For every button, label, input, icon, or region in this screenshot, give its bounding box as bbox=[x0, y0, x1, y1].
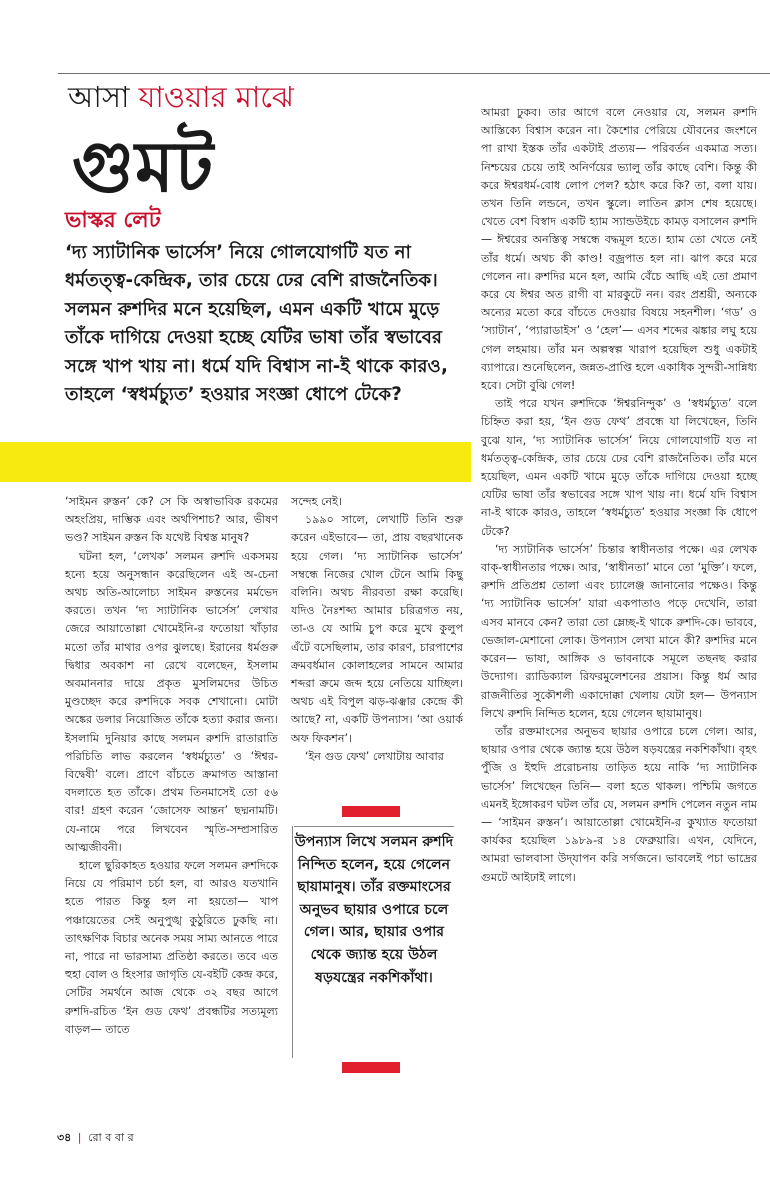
pullquote-top-bar bbox=[342, 806, 400, 817]
top-rule bbox=[58, 73, 770, 74]
pullquote-bottom-bar bbox=[342, 1062, 400, 1073]
byline: ভাস্কর লেট bbox=[65, 208, 161, 233]
paragraph: ‘দ্য স্যাটানিক ভার্সেস’ চিন্তার স্বাধীনতার পক্ষে। এর লেখক বাক্-স্বাধীনতার পক্ষে। আর, ‘স্বাধীনতা’ মানে তো ‘মুক্তি’। ফলে, রুশদি প্রতিপ্রশ্ন তোলা এবং চ্যালেঞ্জ জানানোর পক্ষেও। কিন্তু ‘দ্য স্যাটানিক ভার্সেস’ যারা একপাতাও পড়ে দেখেনি, তারা এসব মানবে কেন? তারা তো ম্লেচ্ছ-ই থাকে রুশদি-কে। ভাববে, ভেজাল-মেশানো লোক। উপন্যাস লেখা মানে কী? রুশদির মনে করেন— ভাষা, আঙ্গিক ও ভাবনাকে সমূলে তছনছ করার উদ্যোগ। র‍্যাডিক্যাল রিফরমুলেশনের প্রয়াস। কিন্তু ধর্ম আর রাজনীতির সুকৌশলী একাদোক্কা খেলায় যেটা হল— উপন্যাস লিখে রুশদি নিন্দিত হলেন, হয়ে গেলেন ছায়ামানুষ। bbox=[481, 542, 757, 720]
magazine-name: রো ব বা র bbox=[88, 1131, 134, 1144]
paragraph: আমরা ঢুকব। তার আগে বলে নেওয়ার যে, সলমন রুশদি আস্তিক্যে বিশ্বাস করেন না। কৈশোর পেরিয়ে যৌবনের জংশনে পা রাখা ইস্তক তাঁর একটাই প্রত্যয়— পরিবর্তন একমাত্র সত্য। নিশ্চয়ের চেয়ে তাই অনির্ণয়ের ভ্যালু তাঁর কাছে বেশি। কিন্তু কী করে ঈশ্বরধর্ম-বোধ লোপ পেল? হঠাৎ করে কি? তা, বলা যায়। তখন তিনি লন্ডনে, তখন স্কুলে। লাতিন ক্লাস শেষ হয়েছে। খেতে বেশ বিস্বাদ একটি হ্যাম স্যান্ডউইচে কামড় বসালেন রুশদি— ঈশ্বরের অনস্তিত্ব সম্বন্ধে বদ্ধমূল হতে। হ্যাম তো খেতে নেই তাঁর ধর্মে। অথচ কী কাণ্ড! বজ্রপাত হল না। ঝাপ করে মরে গেলেন না। রুশদির মনে হল, আমি বেঁচে আছি এই তো প্রমাণ করে যে ঈশ্বর অত রাগী বা মারকুটে নন। বরং প্রশ্রয়ী, অন্যকে অন্যের মতো করে বাঁচতে দেওয়ার বিষয়ে সহনশীল। ‘গড’ ও ‘স্যাটান’, ‘প্যারাডাইস’ ও ‘হেল’— এসব শব্দের ঝঙ্কার লঘু হয়ে গেল লহমায়। তাঁর মন অল্পস্বল্প খারাপ হয়েছিল শুধু একটাই ব্যাপারে। শুনেছিলেন, জন্নত-প্রাপ্তি হলে একাধিক সুন্দরী-সান্নিধ্য হবে। সেটা বুঝি গেল! bbox=[481, 106, 757, 393]
paragraph: তাঁর রক্তমাংসের অনুভব ছায়ার ওপারে চলে গেল। আর, ছায়ার ওপার থেকে জ্যান্ত হয়ে উঠল ষড়যন্ত্রের নকশিকাঁথা। বৃহৎ পুঁজি ও ইহুদি প্ররোচনায় তাড়িত হয়ে নাকি ‘দ্য স্যাটানিক ভার্সেস’ লিখেছেন তিনি— বলা হতে থাকল। পশ্চিমি জগতে এমনই ইঙ্গোকরণ ঘটল তাঁর যে, সলমন রুশদি পেলেন নতুন নাম— ‘সাইমন রুস্তন’। আয়াতোল্লা খোমেইনি-র কুখ্যাত ফতোয়া কার্যকর হয়েছিল ১৯৮৯-র ১৪ ফেব্রুয়ারি। এখন, যেদিনে, আমরা ভালবাসা উদ্‌যাপন করি সর্গজনে। ভাবলেই পচা ভাদ্রের গুমটে আইঢাই লাগে। bbox=[481, 724, 757, 884]
paragraph: ১৯৯০ সালে, লেখাটি তিনি শুরু করেন এইভাবে— তা, প্রায় বছরখানেক হয়ে গেল। ‘দ্য স্যাটানিক ভার্সেস’ সম্বন্ধে নিজের খোল টেনে আমি কিছু বলিনি। অথচ নীরবতা রক্ষা করেছি। যদিও নৈঃশব্দ্য আমার চরিত্রগত নয়, তা-ও যে আমি চুপ করে মুখে কুলুপ এঁটে বসেছিলাম, তার কারণ, চারপাশের ক্রমবর্ধমান কোলাহলের সামনে আমার শব্দরা ক্রমে জব্দ হয়ে নেতিয়ে যাচ্ছিল। অথচ এই বিপুল ঝড়-ঝঞ্ঝার কেন্দ্রে কী আছে? না, একটি উপন্যাস। ‘আ ওয়ার্ক অফ ফিকশন’। bbox=[291, 513, 463, 745]
section-tag bbox=[68, 76, 294, 118]
section-tag-part2: যাওয়ার মাঝে bbox=[138, 80, 294, 114]
column-right bbox=[481, 104, 757, 887]
section-tag-part1: আসা bbox=[68, 80, 130, 114]
paragraph: তাই পরে যখন রুশদিকে ‘ঈশ্বরনিন্দুক’ ও ‘স্বধর্মচ্যুত’ বলে চিহ্নিত করা হয়, ‘ইন গুড ফেথ’ প্রবন্ধে যা লিখেছেন, তিনি বুঝে যান, ‘দ্য স্যাটানিক ভার্সেস’ নিয়ে গোলযোগটি যত না ধর্মতত্ত্ব-কেন্দ্রিক, তার চেয়ে ঢের বেশি রাজনৈতিক। তাঁর মনে হয়েছিল, এমন একটি খামে মুড়ে তাঁকে দাগিয়ে দেওয়া হচ্ছে যেটির ভাষা তাঁর স্বভাবের সঙ্গে খাপ খায় না। ধর্মে যদি বিশ্বাস না-ই থাকে কারও, তাহলে ‘স্বধর্মচ্যুত’ হওয়ার সংজ্ঞা কি ধোপে টেকে? bbox=[481, 397, 757, 538]
yellow-band bbox=[0, 442, 471, 482]
paragraph: ‘ইন গুড ফেথ’ লেখাটায় আবার bbox=[305, 749, 444, 763]
column-middle bbox=[291, 493, 463, 766]
pullquote: উপন্যাস লিখে সলমন রুশদি নিন্দিত হলেন, হয়ে গেলেন ছায়ামানুষ। তাঁর রক্তমাংসের অনুভব ছায়ার ওপারে চলে গেল। আর, ছায়ার ওপার থেকে জ্যান্ত হয়ে উঠল ষড়যন্ত্রের নকশিকাঁথা। bbox=[294, 826, 454, 989]
paragraph: ‘সাইমন রুস্তন’ কে? সে কি অস্বাভাবিক রকমের অহংপ্রিয়, দাম্ভিক এবং অর্থপিশাচ? আর, ভীষণ ভণ্ড? সাইমন রুস্তন কি যথেষ্ট বিশ্বস্ত মানুষ? bbox=[65, 495, 278, 545]
footer-separator: | bbox=[77, 1131, 82, 1144]
column-left bbox=[65, 493, 278, 1039]
page-footer bbox=[57, 1131, 134, 1145]
paragraph: হালে ছুরিকাহত হওয়ার ফলে সলমন রুশদিকে নিয়ে যে পরিমাণ চর্চা হল, বা আরও যতখানি হতে পারত কিন্তু হল না হয়তো— খাপ পঞ্চায়েতের সেই অনুপুঙ্খ কুঠুরিতে ঢুকছি না। তাৎক্ষণিক বিচার অনেক সময় সাম্য আনতে পারে না, পারে না ভারসাম্য প্রতিষ্ঠা করতে। তবে এত হুহা বোল ও হিংসার জাগৃতি যে-বইটি কেন্দ্র করে, সেটির সমর্থনে আজ থেকে ৩২ বছর আগে রুশদি-রচিত ‘ইন গুড ফেথ’ প্রবন্ধটির সত্যমূল্য বাড়ল— তাতে bbox=[65, 859, 278, 1036]
paragraph: ঘটনা হল, ‘লেখক’ সলমন রুশদি একসময় হন্যে হয়ে অনুসন্ধান করেছিলেন এই অ-চেনা অথচ অতি-আলোচ্য সাইমন রুস্তনের মর্মভেদ করতে। তখন ‘দ্য স্যাটানিক ভার্সেস’ লেখার জেরে আয়াতোল্লা খোমেইনি-র ফতোয়া খাঁড়ার মতো তাঁর মাথার ওপর ঝুলছে। ইরানের ধর্মগুরু দ্বিধার অবকাশ না রেখে বলেছেন, ইসলাম অবমাননার দায়ে প্রকৃত মুসলিমদের উচিত মুণ্ডচ্ছেদ করে রুশদিকে সবক শেখানো। মোটা অঙ্কের ডলার নিয়োজিত তাঁকে হত্যা করার জন্য। ইসলামি দুনিয়ার কাছে সলমন রুশদি রাতারাতি পরিচিতি লাভ করলেন ‘স্বধর্মচ্যুত’ ও ‘ঈশ্বর-বিদ্বেষী’ বলে। প্রাণে বাঁচতে ক্রমাগত আস্তানা বদলাতে হত তাঁকে। প্রথম তিনমাসেই তো ৫৬ বার! গ্রহণ করেন ‘জোসেফ আন্তন’ ছদ্মনামটি। যে-নামে পরে লিখবেন স্মৃতি-সম্প্রসারিত আত্মজীবনী। bbox=[65, 549, 278, 854]
paragraph: সন্দেহ নেই। bbox=[291, 495, 342, 508]
headline: গুমট bbox=[72, 126, 215, 208]
pullquote-rule bbox=[292, 826, 293, 1058]
page-number: ৩৪ bbox=[57, 1131, 72, 1144]
standfirst: ‘দ্য স্যাটানিক ভার্সেস’ নিয়ে গোলযোগটি যত না ধর্মতত্ত্ব-কেন্দ্রিক, তার চেয়ে ঢের বেশি রাজনৈতিক। সলমন রুশদির মনে হয়েছিল, এমন একটি খামে মুড়ে তাঁকে দাগিয়ে দেওয়া হচ্ছে যেটির ভাষা তাঁর স্বভাবের সঙ্গে খাপ খায় না। ধর্মে যদি বিশ্বাস না-ই থাকে কারও, তাহলে ‘স্বধর্মচ্যুত’ হওয়ার সংজ্ঞা ধোপে টেকে? bbox=[65, 242, 448, 406]
